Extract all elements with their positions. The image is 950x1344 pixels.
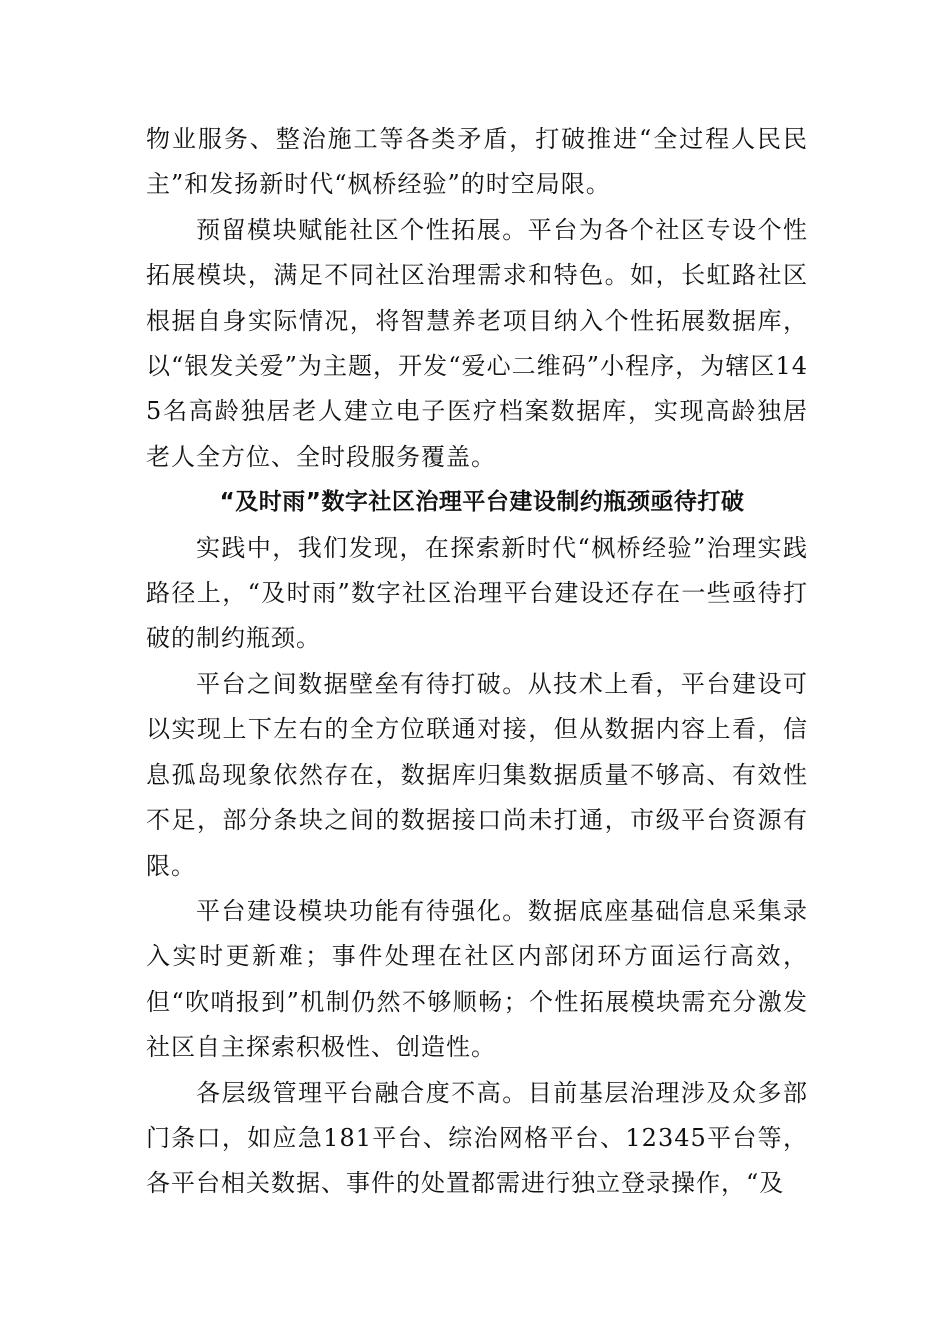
paragraph-practice-intro: 实践中，我们发现，在探索新时代“枫桥经验”治理实践路径上，“及时雨”数字社区治理平台建设还存在一些亟待打破的制约瓶颈。 (146, 533, 808, 653)
paragraph-platform-integration: 各层级管理平台融合度不高。目前基层治理涉及众多部门条口，如应急181平台、综治网格平台、12345平台等，各平台相关数据、事件的处置都需进行独立登录操作，“及 (146, 1078, 808, 1198)
paragraph-personalized-module: 预留模块赋能社区个性拓展。平台为各个社区专设个性拓展模块，满足不同社区治理需求和特色。如，长虹路社区根据自身实际情况，将智慧养老项目纳入个性拓展数据库，以“银发关爱”为主题，开发“爱心二维码”小程序，为辖区145名高龄独居老人建立电子医疗档案数据库，实现高龄独居老人全方位、全时段服务覆盖。 (146, 215, 808, 471)
section-heading: “及时雨”数字社区治理平台建设制约瓶颈亟待打破 (219, 489, 745, 516)
paragraph-continued: 物业服务、整治施工等各类矛盾，打破推进“全过程人民民主”和发扬新时代“枫桥经验”的时空局限。 (146, 125, 808, 199)
paragraph-module-functions: 平台建设模块功能有待强化。数据底座基础信息采集录入实时更新难；事件处理在社区内部闭环方面运行高效，但“吹哨报到”机制仍然不够顺畅；个性拓展模块需充分激发社区自主探索积极性、创造性。 (146, 896, 808, 1062)
paragraph-data-barriers: 平台之间数据壁垒有待打破。从技术上看，平台建设可以实现上下左右的全方位联通对接，但从数据内容上看，信息孤岛现象依然存在，数据库归集数据质量不够高、有效性不足，部分条块之间的数据接口尚未打通，市级平台资源有限。 (146, 669, 808, 880)
document-page (146, 117, 808, 1207)
